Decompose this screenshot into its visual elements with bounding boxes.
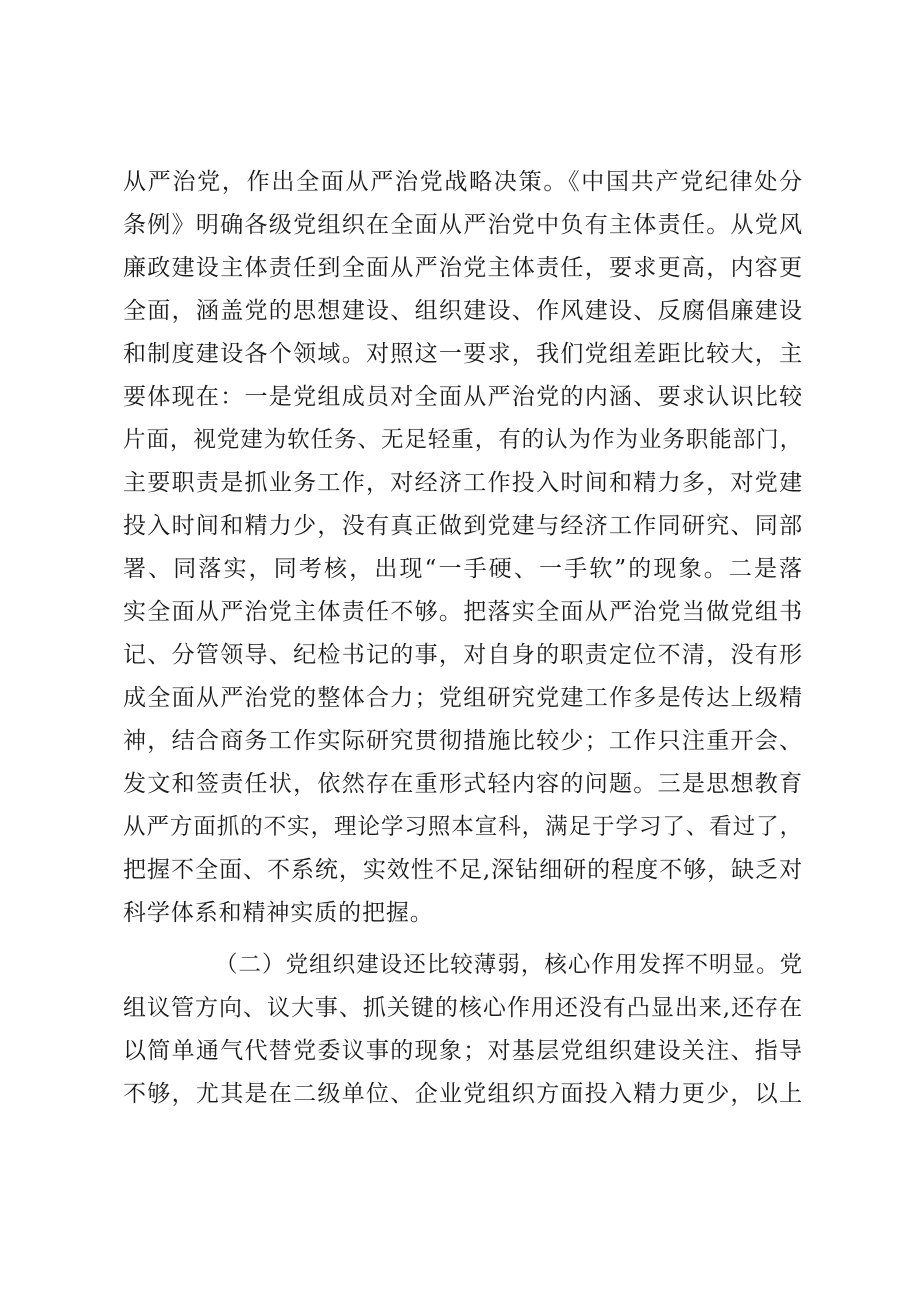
text-line: 主要职责是抓业务工作，对经济工作投入时间和精力多，对党建 [123,470,803,496]
text-line: 科学体系和精神实质的把握。 [123,900,434,926]
text-line: 组议管方向、议大事、抓关键的核心作用还没有凸显出来,还存在 [123,995,803,1021]
paragraph-gap [123,935,803,944]
document-body [123,161,803,1116]
text-line: 和制度建设各个领域。对照这一要求，我们党组差距比较大，主 [123,341,803,367]
text-line: 不够，尤其是在二级单位、企业党组织方面投入精力更少，以上 [123,1081,803,1107]
text-line: 从严治党，作出全面从严治党战略决策。《中国共产党纪律处分 [123,169,803,195]
text-line: 全面，涵盖党的思想建设、组织建设、作风建设、反腐倡廉建设 [123,298,803,324]
text-line: 神，结合商务工作实际研究贯彻措施比较少；工作只注重开会、 [123,728,803,754]
paragraph-1 [123,161,803,935]
text-line: 以简单通气代替党委议事的现象；对基层党组织建设关注、指导 [123,1038,803,1064]
text-line: 发文和签责任状，依然存在重形式轻内容的问题。三是思想教育 [123,771,803,797]
paragraph-2 [123,944,803,1116]
text-line: 投入时间和精力少，没有真正做到党建与经济工作同研究、同部 [123,513,803,539]
text-line: 条例》明确各级党组织在全面从严治党中负有主体责任。从党风 [123,212,803,238]
text-line: 实全面从严治党主体责任不够。把落实全面从严治党当做党组书 [123,599,803,625]
text-line: 要体现在：一是党组成员对全面从严治党的内涵、要求认识比较 [123,384,803,410]
text-line: （二）党组织建设还比较薄弱，核心作用发挥不明显。党 [215,952,803,978]
text-line: 从严方面抓的不实，理论学习照本宣科，满足于学习了、看过了， [123,814,803,840]
text-line: 署、同落实，同考核，出现“一手硬、一手软”的现象。二是落 [123,556,803,582]
text-line: 片面，视党建为软任务、无足轻重，有的认为作为业务职能部门， [123,427,803,453]
text-line: 把握不全面、不系统，实效性不足,深钻细研的程度不够，缺乏对 [123,857,803,883]
text-line: 成全面从严治党的整体合力；党组研究党建工作多是传达上级精 [123,685,803,711]
text-line: 记、分管领导、纪检书记的事，对自身的职责定位不清，没有形 [123,642,803,668]
text-line: 廉政建设主体责任到全面从严治党主体责任，要求更高，内容更 [123,255,803,281]
